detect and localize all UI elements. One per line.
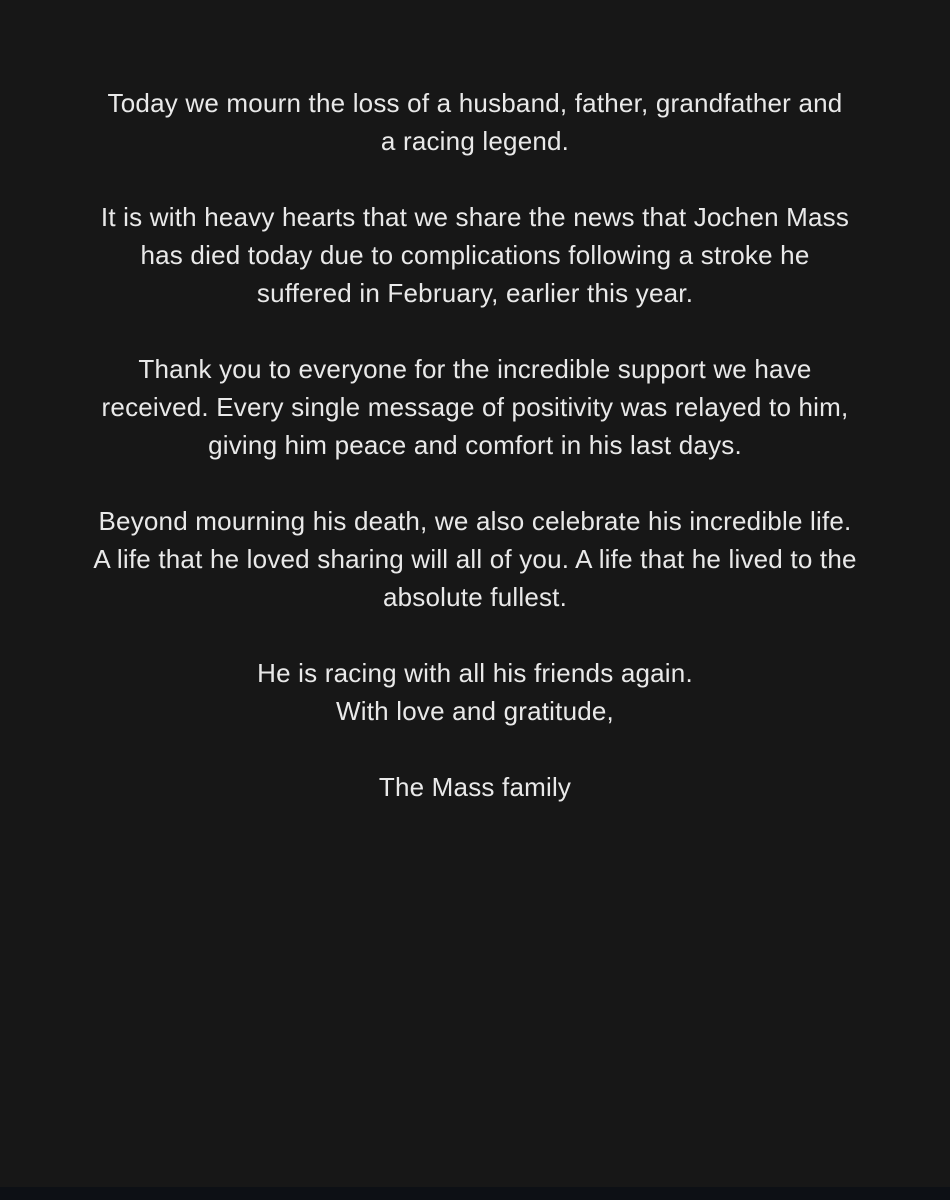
- bottom-letterbox-bar: [0, 1187, 950, 1200]
- statement-paragraph: [0, 84, 950, 160]
- statement-paragraph: [0, 198, 950, 312]
- statement-paragraph: [0, 502, 950, 616]
- statement-line: He is racing with all his friends again.: [257, 658, 693, 688]
- statement-line: Today we mourn the loss of a husband, father, grandfather and: [107, 88, 843, 118]
- statement-line: With love and gratitude,: [336, 696, 614, 726]
- statement-line: Beyond mourning his death, we also celebrate his incredible life.: [98, 506, 852, 536]
- statement-line: It is with heavy hearts that we share the news that Jochen Mass: [100, 202, 850, 232]
- statement-line: A life that he loved sharing will all of you. A life that he lived to the: [93, 544, 857, 574]
- statement-paragraph: [0, 768, 950, 806]
- statement-paragraph: [0, 350, 950, 464]
- statement-line: received. Every single message of positivity was relayed to him,: [101, 392, 849, 422]
- statement-line: a racing legend.: [380, 126, 570, 156]
- statement-line: suffered in February, earlier this year.: [256, 278, 694, 308]
- statement-line: absolute fullest.: [382, 582, 568, 612]
- statement-line: giving him peace and comfort in his last days.: [208, 430, 742, 460]
- statement-line: The Mass family: [378, 772, 572, 802]
- statement-paragraph: [0, 654, 950, 730]
- statement-line: has died today due to complications following a stroke he: [140, 240, 810, 270]
- statement-line: Thank you to everyone for the incredible support we have: [138, 354, 812, 384]
